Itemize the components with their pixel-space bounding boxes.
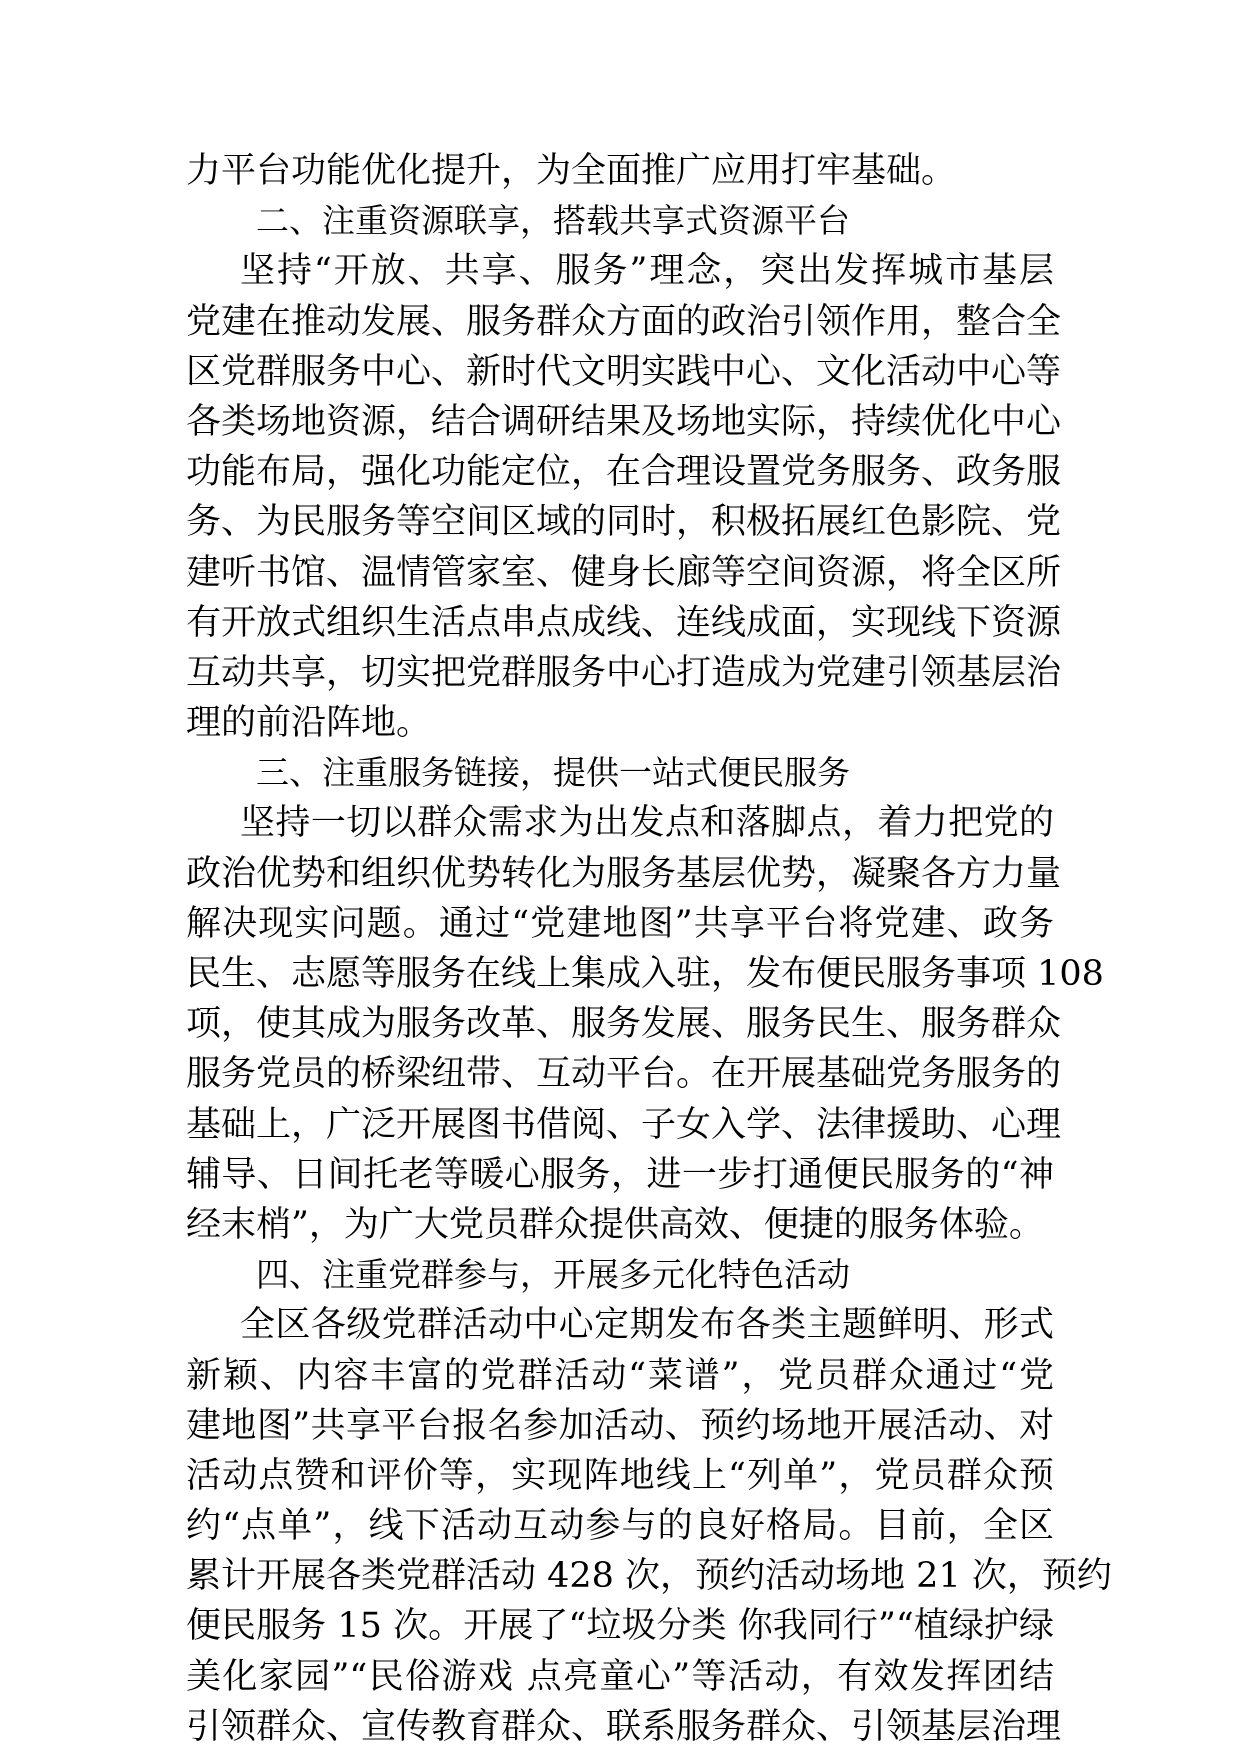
paragraph-first-line: 坚持一切以群众需求为出发点和落脚点，着力把党的 xyxy=(240,803,1054,844)
body-text-line: 解决现实问题。通过“党建地图”共享平台将党建、政务 xyxy=(186,903,1054,944)
body-text-line: 约“点单”，线下活动互动参与的良好格局。目前，全区 xyxy=(186,1506,1054,1547)
body-text-line: 民生、志愿等服务在线上集成入驻，发布便民服务事项 108 xyxy=(186,954,1104,994)
body-text-line: 功能布局，强化功能定位，在合理设置党务服务、政务服 xyxy=(186,452,1062,493)
paragraph-last-line: 经末梢”，为广大党员群众提供高效、便捷的服务体验。 xyxy=(186,1204,1044,1245)
paragraph-last-line: 力平台功能优化提升，为全面推广应用打牢基础。 xyxy=(186,151,957,191)
body-text-line: 累计开展各类党群活动 428 次，预约活动场地 21 次，预约 xyxy=(186,1556,1112,1597)
body-text-line: 务、为民服务等空间区域的同时，积极拓展红色影院、党 xyxy=(186,502,1062,543)
body-text-line: 基础上，广泛开展图书借阅、子女入学、法律援助、心理 xyxy=(186,1104,1062,1145)
body-text-line: 互动共享，切实把党群服务中心打造成为党建引领基层治 xyxy=(186,652,1062,693)
section-heading: 二、注重资源联享，搭载共享式资源平台 xyxy=(256,201,850,241)
body-text-line: 辅导、日间托老等暖心服务，进一步打通便民服务的“神 xyxy=(186,1154,1054,1195)
body-text-line: 有开放式组织生活点串点成线、连线成面，实现线下资源 xyxy=(186,602,1062,643)
body-text-line: 区党群服务中心、新时代文明实践中心、文化活动中心等 xyxy=(186,351,1062,392)
body-text-line: 建听书馆、温情管家室、健身长廊等空间资源，将全区所 xyxy=(186,552,1062,593)
body-text-line: 美化家园”“民俗游戏 点亮童心”等活动，有效发挥团结 xyxy=(186,1656,1054,1697)
body-text-line: 建地图”共享平台报名参加活动、预约场地开展活动、对 xyxy=(186,1405,1054,1446)
document-body xyxy=(186,146,1112,1752)
body-text-line: 政治优势和组织优势转化为服务基层优势，凝聚各方力量 xyxy=(186,853,1062,894)
body-text-line: 活动点赞和评价等，实现阵地线上“列单”，党员群众预 xyxy=(186,1455,1054,1496)
body-text-line: 各类场地资源，结合调研结果及场地实际，持续优化中心 xyxy=(186,401,1062,442)
body-text-line: 服务党员的桥梁纽带、互动平台。在开展基础党务服务的 xyxy=(186,1054,1062,1095)
section-heading: 三、注重服务链接，提供一站式便民服务 xyxy=(256,753,850,793)
paragraph-last-line: 理的前沿阵地。 xyxy=(186,703,432,744)
paragraph-first-line: 全区各级党群活动中心定期发布各类主题鲜明、形式 xyxy=(240,1305,1054,1346)
paragraph-first-line: 坚持“开放、共享、服务”理念，突出发挥城市基层 xyxy=(240,251,1054,292)
body-text-line: 党建在推动发展、服务群众方面的政治引领作用，整合全 xyxy=(186,301,1062,342)
body-text-line: 新颖、内容丰富的党群活动“菜谱”，党员群众通过“党 xyxy=(186,1355,1054,1396)
body-text-line: 引领群众、宣传教育群众、联系服务群众、引领基层治理 xyxy=(186,1706,1062,1747)
section-heading: 四、注重党群参与，开展多元化特色活动 xyxy=(256,1255,850,1295)
body-text-line: 便民服务 15 次。开展了“垃圾分类 你我同行”“植绿护绿 xyxy=(186,1606,1054,1647)
body-text-line: 项，使其成为服务改革、服务发展、服务民生、服务群众 xyxy=(186,1004,1062,1045)
